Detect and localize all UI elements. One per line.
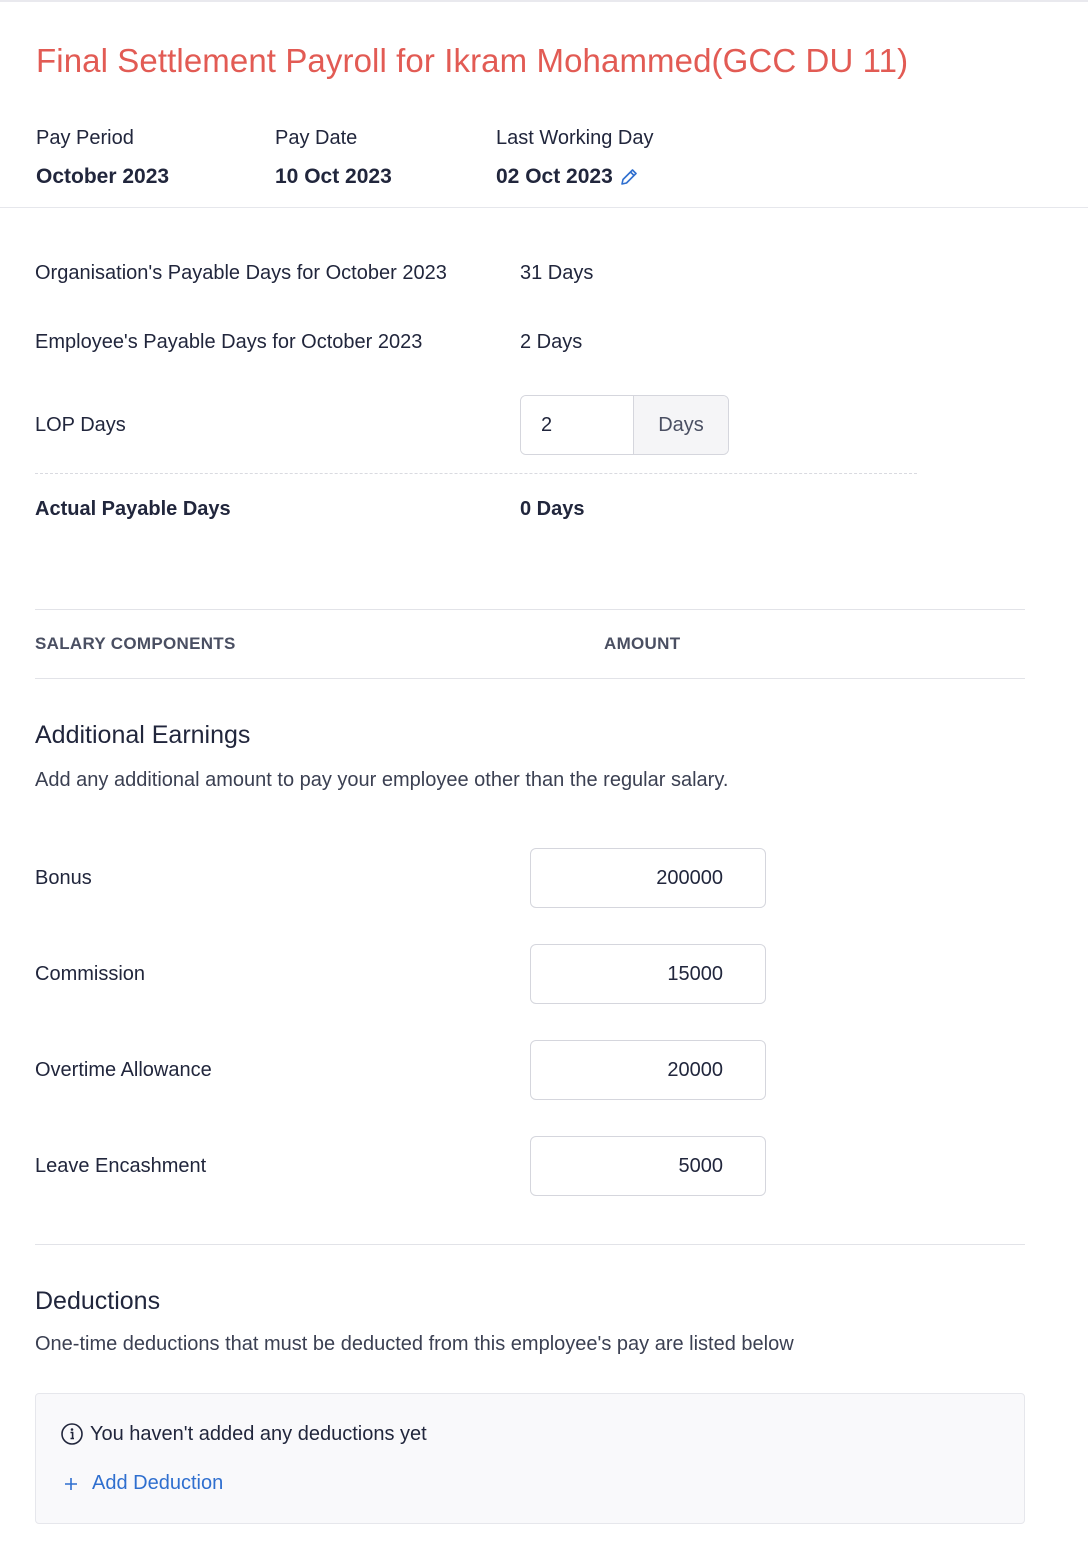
dashed-divider <box>35 473 917 474</box>
lop-days-input[interactable] <box>521 396 633 454</box>
last-working-day <box>496 126 653 190</box>
empty-message: You haven't added any deductions yet <box>90 1422 427 1445</box>
actual-payable-days-label: Actual Payable Days <box>35 498 231 520</box>
pencil-icon[interactable] <box>619 167 639 187</box>
last-working-day-label: Last Working Day <box>496 127 654 149</box>
lop-days-unit: Days <box>633 396 728 454</box>
section-divider <box>35 1244 1025 1245</box>
leave-encashment-amount-input[interactable] <box>530 1136 766 1196</box>
lop-days-field <box>520 395 729 455</box>
table-header-top-border <box>35 609 1025 610</box>
empty-message-row <box>60 1422 427 1446</box>
last-working-day-value: 02 Oct 2023 <box>496 165 613 188</box>
pay-date-label: Pay Date <box>275 127 358 149</box>
actual-payable-days-value: 0 Days <box>520 498 585 520</box>
additional-earnings-title: Additional Earnings <box>35 721 251 749</box>
header-divider <box>0 207 1088 208</box>
pay-period <box>36 126 169 190</box>
org-payable-days-value: 31 Days <box>520 262 594 284</box>
add-deduction-button[interactable] <box>62 1472 223 1495</box>
lop-days-label: LOP Days <box>35 414 126 436</box>
salary-components-header: SALARY COMPONENTS <box>35 634 236 653</box>
pay-period-label: Pay Period <box>36 127 134 149</box>
earning-label-bonus: Bonus <box>35 867 92 889</box>
amount-header: AMOUNT <box>604 634 681 653</box>
top-border <box>0 0 1088 2</box>
employee-payable-days-label: Employee's Payable Days for October 2023 <box>35 331 423 353</box>
add-deduction-label: Add Deduction <box>92 1472 224 1494</box>
page-title: Final Settlement Payroll for Ikram Mohammed(GCC DU 11) <box>36 42 909 79</box>
additional-earnings-description: Add any additional amount to pay your employee other than the regular salary. <box>35 769 729 791</box>
last-working-day-row <box>496 164 653 190</box>
pay-date-value: 10 Oct 2023 <box>275 165 392 188</box>
plus-icon <box>62 1475 80 1493</box>
deductions-description: One-time deductions that must be deducted from this employee's pay are listed below <box>35 1333 794 1355</box>
pay-date <box>275 126 392 190</box>
earning-label-commission: Commission <box>35 963 146 985</box>
commission-amount-input[interactable] <box>530 944 766 1004</box>
deductions-title: Deductions <box>35 1287 161 1315</box>
overtime-amount-input[interactable] <box>530 1040 766 1100</box>
org-payable-days-label: Organisation's Payable Days for October 2023 <box>35 262 447 284</box>
deductions-empty-state <box>35 1393 1025 1524</box>
earning-label-leave-encashment: Leave Encashment <box>35 1155 207 1177</box>
employee-payable-days-value: 2 Days <box>520 331 583 353</box>
table-header-bottom-border <box>35 678 1025 679</box>
earning-label-overtime: Overtime Allowance <box>35 1059 212 1081</box>
bonus-amount-input[interactable] <box>530 848 766 908</box>
pay-period-value: October 2023 <box>36 165 170 188</box>
info-circle-icon <box>60 1422 84 1446</box>
